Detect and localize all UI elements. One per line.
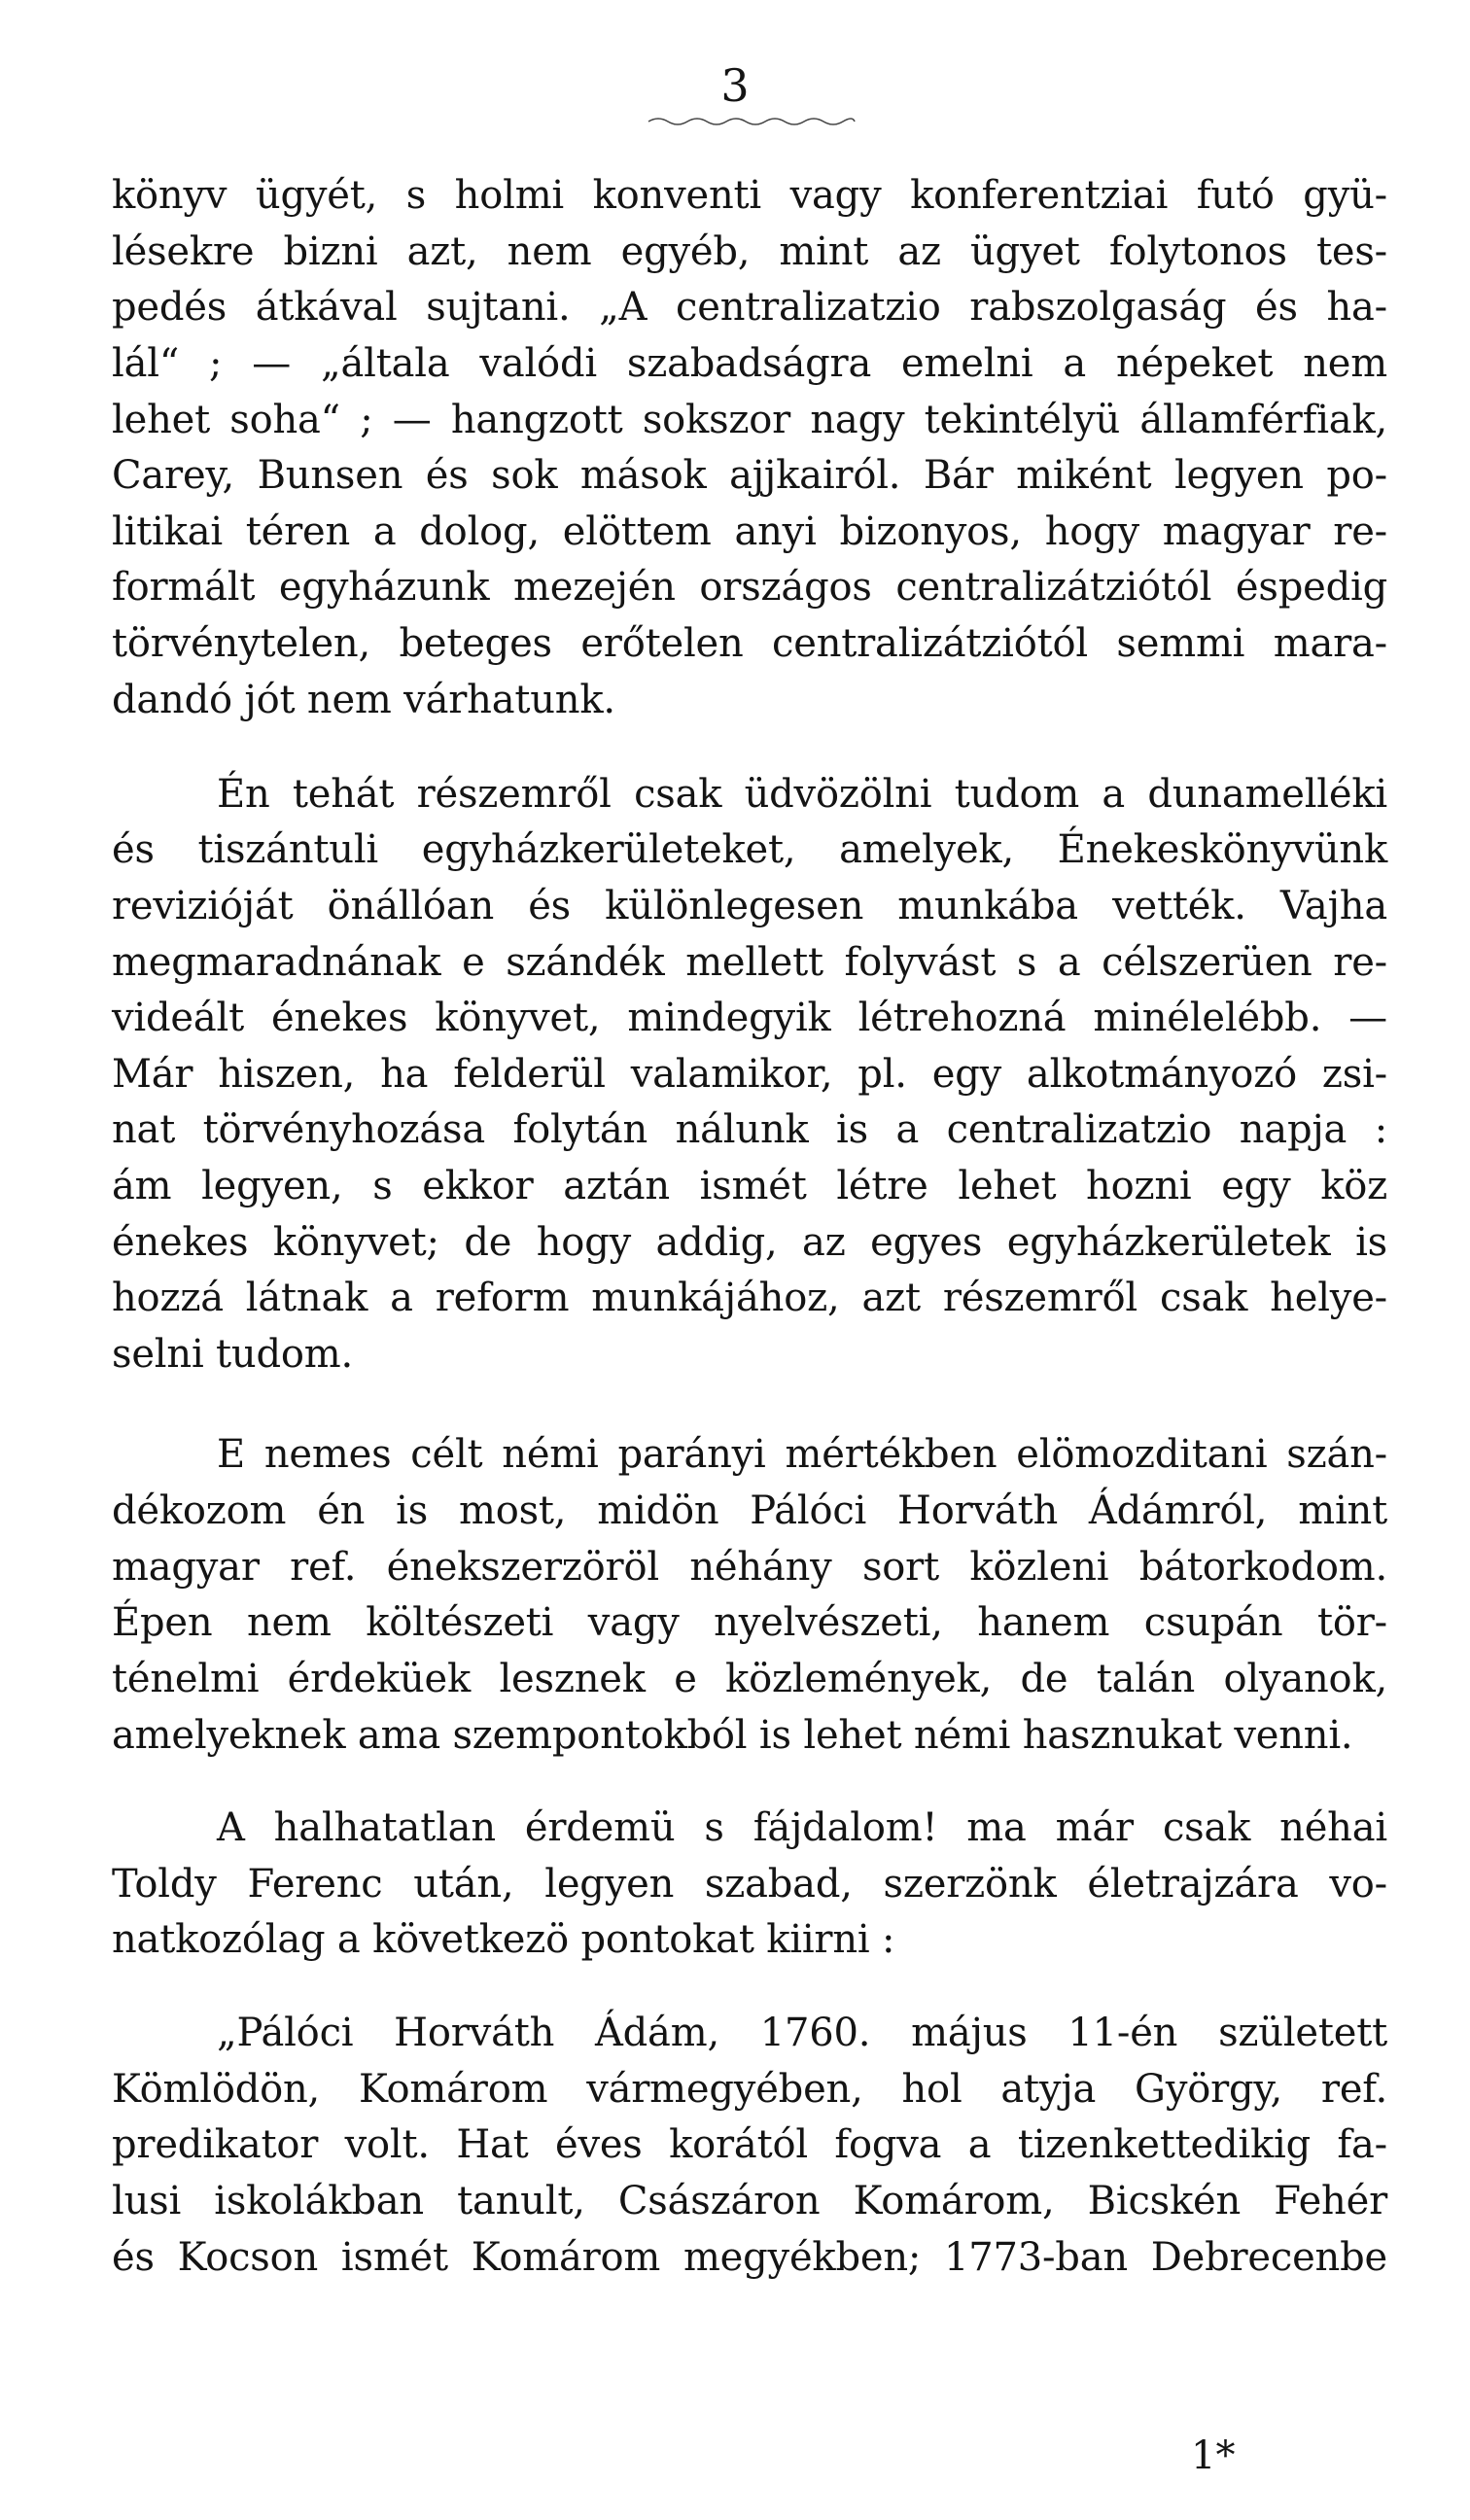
text-line: selni tudom. (112, 1332, 354, 1377)
page-number: 3 (720, 59, 750, 112)
text-line: magyar ref. énekszerzöröl néhány sort közleni bátorkodom. (112, 1545, 1387, 1590)
text-line: revizióját önállóan és különlegesen munkába vették. Vajha (112, 884, 1387, 928)
text-line: amelyeknek ama szempontokból is lehet némi hasznukat venni. (112, 1713, 1353, 1758)
text-line: ám legyen, s ekkor aztán ismét létre lehet hozni egy köz (112, 1164, 1387, 1208)
text-line: nat törvényhozása folytán nálunk is a centralizatzio napja : (112, 1107, 1387, 1152)
text-line: predikator volt. Hat éves korától fogva a tizenkettedikig fa- (112, 2122, 1387, 2167)
text-line: lusi iskolákban tanult, Császáron Komárom, Bicskén Fehér (112, 2179, 1387, 2223)
text-line: litikai téren a dolog, elöttem anyi bizonyos, hogy magyar re- (112, 509, 1387, 554)
text-line: E nemes célt némi parányi mértékben elömozditani szán- (217, 1432, 1387, 1477)
text-line: dandó jót nem várhatunk. (112, 678, 615, 722)
text-line: formált egyházunk mezején országos centralizátziótól éspedig (112, 565, 1387, 610)
text-line: „Pálóci Horváth Ádám, 1760. május 11-én született (217, 2011, 1387, 2055)
text-line: énekes könyvet; de hogy addig, az egyes egyházkerületek is (112, 1220, 1387, 1265)
text-line: Carey, Bunsen és sok mások ajjkairól. Bár miként legyen po- (112, 453, 1387, 498)
text-line: és tiszántuli egyházkerületeket, amelyek, Énekeskönyvünk (112, 827, 1387, 872)
text-line: lésekre bizni azt, nem egyéb, mint az ügyet folytonos tes- (112, 229, 1387, 274)
text-line: Kömlödön, Komárom vármegyében, hol atyja György, ref. (112, 2067, 1387, 2112)
decorative-rule (647, 115, 857, 128)
text-line: lehet soha“ ; — hangzott sokszor nagy tekintélyü államférfiak, (112, 398, 1387, 442)
text-line: natkozólag a következö pontokat kiirni : (112, 1917, 895, 1962)
text-line: dékozom én is most, midön Pálóci Horváth Ádámról, mint (112, 1488, 1387, 1533)
text-line: videált énekes könyvet, mindegyik létrehozná minélelébb. — (112, 996, 1387, 1040)
text-line: és Kocson ismét Komárom megyékben; 1773-ban Debrecenbe (112, 2235, 1387, 2280)
text-line: lál“ ; — „általa valódi szabadságra emelni a népeket nem (112, 341, 1387, 386)
signature-mark: 1* (1191, 2433, 1236, 2478)
text-line: Már hiszen, ha felderül valamikor, pl. egy alkotmányozó zsi- (112, 1052, 1387, 1097)
text-line: hozzá látnak a reform munkájához, azt részemről csak helye- (112, 1276, 1387, 1320)
text-line: megmaradnának e szándék mellett folyvást s a célszerüen re- (112, 940, 1387, 985)
text-line: törvénytelen, beteges erőtelen centralizátziótól semmi mara- (112, 621, 1387, 666)
text-line: pedés átkával sujtani. „A centralizatzio rabszolgaság és ha- (112, 285, 1387, 330)
text-line: Toldy Ferenc után, legyen szabad, szerzönk életrajzára vo- (112, 1862, 1387, 1907)
text-line: könyv ügyét, s holmi konventi vagy konferentziai futó gyü- (112, 173, 1387, 218)
text-line: ténelmi érdeküek lesznek e közlemények, de talán olyanok, (112, 1657, 1387, 1701)
text-line: A halhatatlan érdemü s fájdalom! ma már csak néhai (217, 1805, 1387, 1850)
text-line: Én tehát részemről csak üdvözölni tudom a dunamelléki (217, 772, 1387, 817)
text-line: Épen nem költészeti vagy nyelvészeti, hanem csupán tör- (112, 1600, 1387, 1645)
